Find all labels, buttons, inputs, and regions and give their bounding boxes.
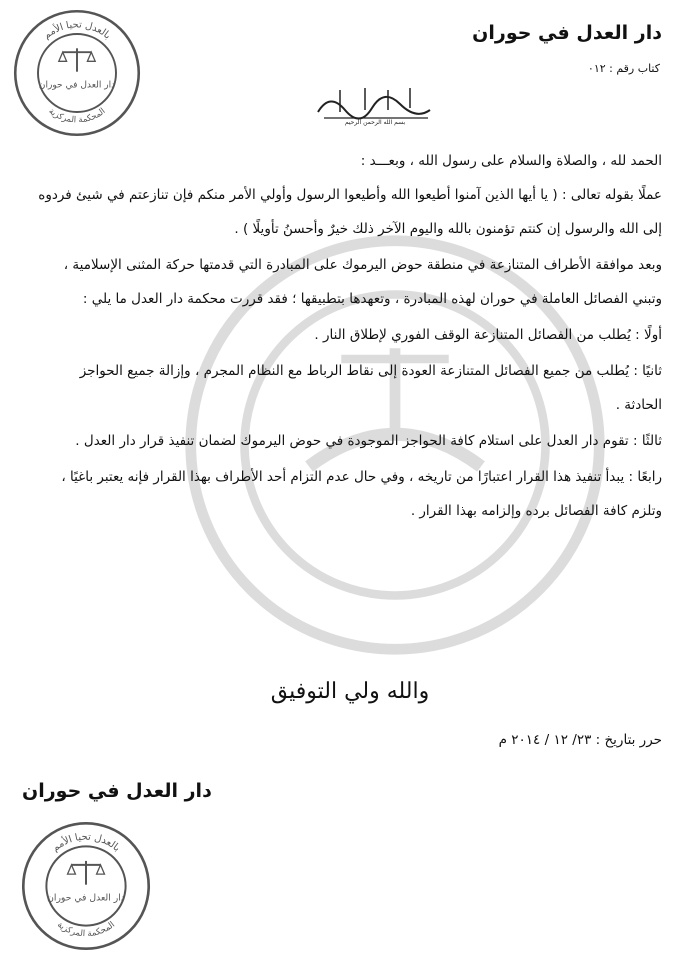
item-2-line-1: ثانيًا : يُطلب من جميع الفصائل المتنازعة العودة إلى نقاط الرباط مع النظام المجرم ، وإزالة جميع الحواجز (79, 363, 662, 379)
intro-line-2: وتبني الفصائل العاملة في حوران لهذه المبادرة ، وتعهدها بتطبيقها ؛ فقد قررت محكمة دار العدل ما يلي : (82, 291, 662, 307)
intro-line-1: وبعد موافقة الأطراف المتنازعة في منطقة حوض اليرموك على المبادرة التي قدمتها حركة المثنى الإسلامية ، (63, 257, 662, 273)
basmala-text: بسم الله الرحمن الرحيم (344, 119, 406, 126)
verse-line-1: عملًا بقوله تعالى : ( يا أيها الذين آمنوا أطيعوا الله وأطيعوا الرسول وأولي الأمر منكم فإن تنازعتم في شيئ فردوه (38, 187, 662, 203)
seal-ring-text: بالعدل تحيا الأمم (50, 831, 123, 854)
court-seal-top (12, 8, 142, 138)
footer-court-name: دار العدل في حوران (22, 780, 212, 802)
svg-text:بالعدل تحيا الأمم (50, 832, 122, 854)
document-date: حرر بتاريخ : ٢٣/ ١٢ / ٢٠١٤ م (498, 732, 662, 748)
seal-bottom-text: المحكمة المركزية (47, 105, 107, 125)
item-1: أولًا : يُطلب من الفصائل المتنازعة الوقف الفوري لإطلاق النار . (314, 327, 662, 343)
seal-inner-text: دار العدل في حوران (38, 80, 116, 91)
closing-text: والله ولي التوفيق (270, 679, 430, 704)
svg-text:المحكمة المركزية (47, 106, 107, 125)
item-4-line-1: رابعًا : يبدأ تنفيذ هذا القرار اعتبارًا من تاريخه ، وفي حال عدم التزام أحد الأطراف بهذا القرار فإنه يعتبر باغيًا ، (61, 469, 662, 485)
document-body (37, 150, 662, 522)
seal-inner-text: دار العدل في حوران (47, 892, 125, 904)
svg-text:المحكمة المركزية (55, 920, 117, 939)
letter-number: كتاب رقم : ٠١٢ (587, 62, 660, 75)
closing-calligraphy (270, 668, 430, 718)
item-2-line-2: الحادثة . (615, 397, 662, 413)
opening-line: الحمد لله ، والصلاة والسلام على رسول الله ، وبعـــد : (360, 153, 662, 169)
seal-ring-text: بالعدل تحيا الأمم (41, 19, 113, 42)
item-3: ثالثًا : تقوم دار العدل على استلام كافة الحواجز الموجودة في حوض اليرموك لضمان تنفيذ قرار دار العدل . (75, 433, 662, 449)
item-4-line-2: وتلزم كافة الفصائل برده وإلزامه بهذا القرار . (410, 503, 662, 519)
svg-text:بالعدل تحيا الأمم (41, 19, 112, 41)
basmala-calligraphy (310, 82, 440, 126)
verse-line-2: إلى الله والرسول إن كنتم تؤمنون بالله واليوم الآخر ذلك خيرٌ وأحسنُ تأويلًا ) . (234, 221, 662, 237)
seal-bottom-text: المحكمة المركزية (55, 919, 117, 940)
court-seal-bottom (20, 820, 152, 952)
header-court-name: دار العدل في حوران (472, 22, 662, 44)
